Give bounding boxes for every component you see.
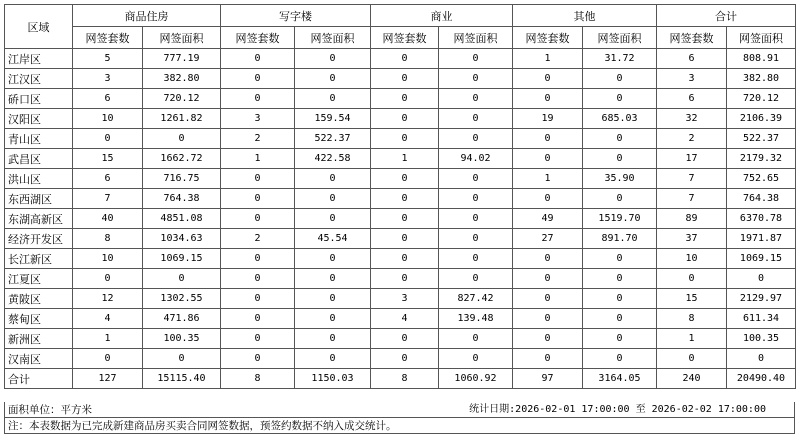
count-cell: 1 — [657, 329, 727, 349]
area-cell: 0 — [295, 169, 371, 189]
area-cell: 0 — [583, 289, 657, 309]
count-cell: 0 — [371, 49, 439, 69]
area-cell: 0 — [583, 149, 657, 169]
total-row — [5, 369, 796, 389]
count-cell: 17 — [657, 149, 727, 169]
area-cell: 2106.39 — [727, 109, 796, 129]
count-cell: 27 — [513, 229, 583, 249]
count-cell: 32 — [657, 109, 727, 129]
count-cell: 0 — [221, 209, 295, 229]
count-cell: 10 — [657, 249, 727, 269]
table-row — [5, 169, 796, 189]
count-cell: 3 — [371, 289, 439, 309]
area-cell: 6370.78 — [727, 209, 796, 229]
count-cell: 2 — [657, 129, 727, 149]
count-cell: 1 — [513, 49, 583, 69]
area-cell: 0 — [295, 329, 371, 349]
header-area: 网签面积 — [583, 27, 657, 49]
header-row-subcolumns — [5, 27, 796, 49]
count-cell: 37 — [657, 229, 727, 249]
area-cell: 0 — [583, 69, 657, 89]
area-cell: 0 — [295, 249, 371, 269]
area-cell: 0 — [583, 349, 657, 369]
header-group-office: 写字楼 — [221, 5, 371, 27]
area-cell: 764.38 — [727, 189, 796, 209]
count-cell: 5 — [73, 49, 143, 69]
count-cell: 0 — [221, 269, 295, 289]
count-cell: 0 — [513, 69, 583, 89]
area-cell: 1971.87 — [727, 229, 796, 249]
area-cell: 808.91 — [727, 49, 796, 69]
region-cell: 汉阳区 — [5, 109, 73, 129]
area-cell: 0 — [295, 309, 371, 329]
table-row — [5, 69, 796, 89]
area-cell: 752.65 — [727, 169, 796, 189]
count-cell: 1 — [371, 149, 439, 169]
area-cell: 471.86 — [143, 309, 221, 329]
area-cell: 1150.03 — [295, 369, 371, 389]
region-cell: 新洲区 — [5, 329, 73, 349]
area-cell: 0 — [727, 269, 796, 289]
count-cell: 3 — [73, 69, 143, 89]
area-cell: 0 — [583, 309, 657, 329]
count-cell: 0 — [221, 169, 295, 189]
header-count: 网签套数 — [221, 27, 295, 49]
region-cell: 黄陂区 — [5, 289, 73, 309]
region-cell: 洪山区 — [5, 169, 73, 189]
table-row — [5, 329, 796, 349]
area-cell: 1069.15 — [727, 249, 796, 269]
count-cell: 8 — [221, 369, 295, 389]
area-cell: 382.80 — [727, 69, 796, 89]
region-cell: 东西湖区 — [5, 189, 73, 209]
area-cell: 685.03 — [583, 109, 657, 129]
count-cell: 0 — [513, 289, 583, 309]
area-cell: 0 — [295, 189, 371, 209]
area-cell: 0 — [295, 89, 371, 109]
count-cell: 4 — [73, 309, 143, 329]
table-row — [5, 189, 796, 209]
region-cell: 青山区 — [5, 129, 73, 149]
table-row — [5, 309, 796, 329]
area-cell: 0 — [439, 209, 513, 229]
count-cell: 0 — [221, 69, 295, 89]
count-cell: 0 — [657, 269, 727, 289]
area-cell: 1261.82 — [143, 109, 221, 129]
region-cell: 江夏区 — [5, 269, 73, 289]
count-cell: 0 — [221, 89, 295, 109]
area-cell: 0 — [295, 209, 371, 229]
count-cell: 1 — [73, 329, 143, 349]
area-cell: 15115.40 — [143, 369, 221, 389]
area-cell: 2129.97 — [727, 289, 796, 309]
region-cell: 长江新区 — [5, 249, 73, 269]
count-cell: 6 — [73, 89, 143, 109]
count-cell: 0 — [221, 309, 295, 329]
area-cell: 4851.08 — [143, 209, 221, 229]
area-cell: 31.72 — [583, 49, 657, 69]
count-cell: 0 — [221, 349, 295, 369]
count-cell: 0 — [371, 329, 439, 349]
area-cell: 0 — [727, 349, 796, 369]
header-count: 网签套数 — [513, 27, 583, 49]
header-group-residential: 商品住房 — [73, 5, 221, 27]
count-cell: 89 — [657, 209, 727, 229]
area-cell: 0 — [143, 269, 221, 289]
count-cell: 4 — [371, 309, 439, 329]
count-cell: 3 — [221, 109, 295, 129]
area-cell: 0 — [295, 69, 371, 89]
count-cell: 0 — [371, 129, 439, 149]
area-cell: 827.42 — [439, 289, 513, 309]
area-cell: 0 — [583, 269, 657, 289]
table-row — [5, 249, 796, 269]
count-cell: 6 — [73, 169, 143, 189]
count-cell: 7 — [73, 189, 143, 209]
count-cell: 0 — [221, 289, 295, 309]
area-cell: 0 — [295, 289, 371, 309]
sales-table — [4, 4, 796, 389]
area-cell: 0 — [143, 349, 221, 369]
count-cell: 8 — [73, 229, 143, 249]
table-row — [5, 49, 796, 69]
area-cell: 777.19 — [143, 49, 221, 69]
area-cell: 522.37 — [727, 129, 796, 149]
area-cell: 139.48 — [439, 309, 513, 329]
area-cell: 45.54 — [295, 229, 371, 249]
area-cell: 0 — [439, 109, 513, 129]
count-cell: 12 — [73, 289, 143, 309]
count-cell: 2 — [221, 129, 295, 149]
header-area: 网签面积 — [727, 27, 796, 49]
area-unit-label: 面积单位：平方米 — [8, 404, 92, 416]
count-cell: 10 — [73, 109, 143, 129]
region-cell: 合计 — [5, 369, 73, 389]
count-cell: 0 — [371, 269, 439, 289]
count-cell: 0 — [513, 89, 583, 109]
footnote: 注：本表数据为已完成新建商品房买卖合同网签数据，预签约数据不纳入成交统计。 — [8, 420, 397, 432]
count-cell: 127 — [73, 369, 143, 389]
count-cell: 0 — [221, 249, 295, 269]
count-cell: 0 — [513, 249, 583, 269]
area-cell: 0 — [583, 89, 657, 109]
count-cell: 15 — [657, 289, 727, 309]
count-cell: 0 — [513, 309, 583, 329]
header-area: 网签面积 — [439, 27, 513, 49]
count-cell: 0 — [371, 209, 439, 229]
region-cell: 江岸区 — [5, 49, 73, 69]
header-count: 网签套数 — [657, 27, 727, 49]
area-cell: 522.37 — [295, 129, 371, 149]
area-cell: 0 — [295, 49, 371, 69]
table-row — [5, 89, 796, 109]
region-cell: 江汉区 — [5, 69, 73, 89]
count-cell: 0 — [513, 269, 583, 289]
area-cell: 2179.32 — [727, 149, 796, 169]
count-cell: 6 — [657, 89, 727, 109]
area-cell: 100.35 — [143, 329, 221, 349]
count-cell: 0 — [221, 49, 295, 69]
header-count: 网签套数 — [371, 27, 439, 49]
header-group-other: 其他 — [513, 5, 657, 27]
count-cell: 0 — [513, 149, 583, 169]
table-row — [5, 349, 796, 369]
area-cell: 0 — [439, 349, 513, 369]
area-cell: 0 — [439, 269, 513, 289]
count-cell: 0 — [513, 329, 583, 349]
count-cell: 0 — [371, 189, 439, 209]
region-cell: 武昌区 — [5, 149, 73, 169]
region-cell: 东湖高新区 — [5, 209, 73, 229]
area-cell: 891.70 — [583, 229, 657, 249]
footer-note-row — [4, 418, 795, 434]
count-cell: 7 — [657, 189, 727, 209]
count-cell: 2 — [221, 229, 295, 249]
area-cell: 720.12 — [143, 89, 221, 109]
area-cell: 1519.70 — [583, 209, 657, 229]
header-group-commercial: 商业 — [371, 5, 513, 27]
count-cell: 0 — [73, 269, 143, 289]
area-cell: 0 — [295, 349, 371, 369]
area-cell: 0 — [439, 69, 513, 89]
area-cell: 0 — [583, 249, 657, 269]
area-cell: 0 — [583, 189, 657, 209]
statistics-period: 统计日期:2026-02-01 17:00:00 至 2026-02-02 17:00:00 — [469, 404, 766, 415]
count-cell: 8 — [657, 309, 727, 329]
count-cell: 240 — [657, 369, 727, 389]
count-cell: 0 — [371, 249, 439, 269]
area-cell: 764.38 — [143, 189, 221, 209]
count-cell: 0 — [371, 169, 439, 189]
area-cell: 716.75 — [143, 169, 221, 189]
count-cell: 8 — [371, 369, 439, 389]
count-cell: 0 — [73, 349, 143, 369]
table-row — [5, 109, 796, 129]
header-area: 网签面积 — [295, 27, 371, 49]
sales-table-container — [4, 4, 795, 389]
area-cell: 20490.40 — [727, 369, 796, 389]
count-cell: 97 — [513, 369, 583, 389]
footer-info-row — [4, 402, 795, 418]
count-cell: 0 — [371, 349, 439, 369]
area-cell: 720.12 — [727, 89, 796, 109]
area-cell: 0 — [439, 89, 513, 109]
area-cell: 3164.05 — [583, 369, 657, 389]
region-cell: 蔡甸区 — [5, 309, 73, 329]
count-cell: 40 — [73, 209, 143, 229]
count-cell: 0 — [657, 349, 727, 369]
area-cell: 1662.72 — [143, 149, 221, 169]
count-cell: 0 — [221, 189, 295, 209]
count-cell: 19 — [513, 109, 583, 129]
area-cell: 0 — [439, 329, 513, 349]
area-cell: 100.35 — [727, 329, 796, 349]
count-cell: 49 — [513, 209, 583, 229]
table-row — [5, 289, 796, 309]
area-cell: 0 — [439, 249, 513, 269]
area-cell: 1034.63 — [143, 229, 221, 249]
table-row — [5, 229, 796, 249]
area-cell: 0 — [439, 49, 513, 69]
count-cell: 10 — [73, 249, 143, 269]
area-cell: 1069.15 — [143, 249, 221, 269]
area-cell: 382.80 — [143, 69, 221, 89]
area-cell: 611.34 — [727, 309, 796, 329]
count-cell: 0 — [513, 189, 583, 209]
count-cell: 0 — [221, 329, 295, 349]
area-cell: 0 — [143, 129, 221, 149]
header-count: 网签套数 — [73, 27, 143, 49]
count-cell: 0 — [513, 129, 583, 149]
table-row — [5, 129, 796, 149]
table-row — [5, 149, 796, 169]
area-cell: 0 — [583, 329, 657, 349]
count-cell: 1 — [221, 149, 295, 169]
area-cell: 159.54 — [295, 109, 371, 129]
area-cell: 35.90 — [583, 169, 657, 189]
count-cell: 7 — [657, 169, 727, 189]
count-cell: 0 — [513, 349, 583, 369]
region-cell: 经济开发区 — [5, 229, 73, 249]
area-cell: 0 — [439, 169, 513, 189]
area-cell: 1302.55 — [143, 289, 221, 309]
header-region: 区域 — [5, 5, 73, 49]
area-cell: 94.02 — [439, 149, 513, 169]
count-cell: 1 — [513, 169, 583, 189]
table-row — [5, 269, 796, 289]
count-cell: 0 — [371, 69, 439, 89]
header-row-groups — [5, 5, 796, 27]
area-cell: 0 — [295, 269, 371, 289]
area-cell: 0 — [583, 129, 657, 149]
count-cell: 6 — [657, 49, 727, 69]
count-cell: 3 — [657, 69, 727, 89]
region-cell: 硚口区 — [5, 89, 73, 109]
count-cell: 0 — [371, 229, 439, 249]
region-cell: 汉南区 — [5, 349, 73, 369]
area-cell: 0 — [439, 229, 513, 249]
count-cell: 15 — [73, 149, 143, 169]
count-cell: 0 — [73, 129, 143, 149]
count-cell: 0 — [371, 89, 439, 109]
count-cell: 0 — [371, 109, 439, 129]
area-cell: 1060.92 — [439, 369, 513, 389]
area-cell: 0 — [439, 189, 513, 209]
area-cell: 0 — [439, 129, 513, 149]
area-cell: 422.58 — [295, 149, 371, 169]
header-area: 网签面积 — [143, 27, 221, 49]
table-row — [5, 209, 796, 229]
header-group-total: 合计 — [657, 5, 796, 27]
